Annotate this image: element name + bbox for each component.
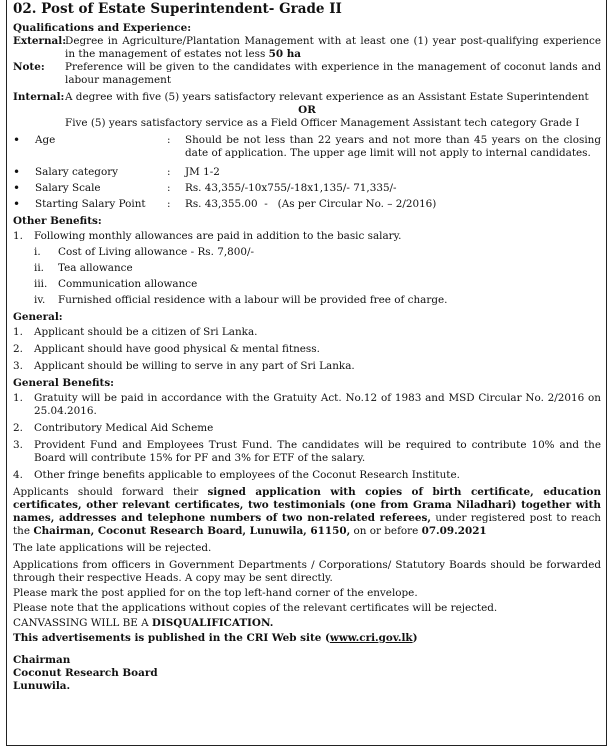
- internal-text: A degree with five (5) years satisfactory relevant experience as an Assistant Estate Superintendent: [65, 91, 589, 103]
- list-item: 3. Provident Fund and Employees Trust Fund. The candidates will be required to contribute 10% and the Board will contribute 15% for PF and 3% for ETF of the salary.: [13, 439, 601, 464]
- list-item: 4. Other fringe benefits applicable to employees of the Coconut Research Institute.: [13, 469, 460, 481]
- website-link[interactable]: www.cri.gov.lk: [329, 632, 413, 644]
- external-requirement: [13, 35, 601, 61]
- general-benefits-list: [13, 392, 601, 482]
- details-list: [13, 134, 601, 211]
- government-officers-note: Applications from officers in Government Departments / Corporations/ Statutory Boards should be forwarded through their respective Heads. A copy may be sent directly.: [13, 559, 601, 584]
- detail-starting-salary: • Starting Salary Point : Rs. 43,355.00 - (As per Circular No. – 2/2016): [13, 197, 437, 211]
- other-benefits-list: [13, 230, 601, 243]
- envelope-note: Please mark the post applied for on the top left-hand corner of the envelope.: [13, 587, 418, 599]
- qualifications-heading: Qualifications and Experience:: [13, 22, 192, 34]
- list-item: 1. Gratuity will be paid in accordance with the Gratuity Act. No.12 of 1983 and MSD Circular No. 2/2016 on 25.04.2016.: [13, 392, 601, 417]
- internal-label: Internal:: [13, 91, 65, 103]
- general-list: [13, 326, 601, 373]
- list-item: iii. Communication allowance: [34, 278, 198, 290]
- detail-salary-scale: • Salary Scale : Rs. 43,355/-10x755/-18x1,135/- 71,335/-: [13, 181, 397, 195]
- list-item: 1. Following monthly allowances are paid in addition to the basic salary.: [13, 230, 402, 242]
- signature-title: Chairman: [13, 654, 71, 666]
- signature-location: Lunuwila.: [13, 680, 71, 692]
- note-requirement: [13, 61, 601, 87]
- signature-block: [13, 654, 601, 693]
- list-item: 2. Contributory Medical Aid Scheme: [13, 422, 214, 434]
- or-separator: OR: [298, 104, 316, 116]
- list-item: ii. Tea allowance: [34, 262, 133, 274]
- note-text: Preference will be given to the candidates with experience in the management of coconut lands and labour management: [65, 61, 601, 86]
- late-applications-note: The late applications will be rejected.: [13, 542, 212, 554]
- website-note: This advertisements is published in the CRI Web site (www.cri.gov.lk): [13, 632, 418, 644]
- general-benefits-heading: General Benefits:: [13, 377, 115, 389]
- detail-age: • Age : Should be not less than 22 years and not more than 45 years on the closing date of application. The upper age limit will not apply to internal candidates.: [13, 133, 601, 159]
- job-advertisement: [13, 0, 601, 693]
- internal-requirement: [13, 91, 601, 104]
- other-benefits-heading: Other Benefits:: [13, 215, 102, 227]
- internal-alt-text: Five (5) years satisfactory service as a Field Officer Management Assistant tech category Grade I: [65, 117, 580, 129]
- external-text: Degree in Agriculture/Plantation Management with at least one (1) year post-qualifying experience in the management of estates not less 50 ha: [65, 35, 601, 60]
- note-label: Note:: [13, 61, 45, 73]
- list-item: i. Cost of Living allowance - Rs. 7,800/-: [34, 246, 254, 258]
- general-heading: General:: [13, 311, 63, 323]
- signature-organization: Coconut Research Board: [13, 667, 158, 679]
- external-label: External:: [13, 35, 67, 47]
- list-item: 3. Applicant should be willing to serve in any part of Sri Lanka.: [13, 360, 355, 372]
- allowances-list: [13, 246, 601, 307]
- canvassing-note: CANVASSING WILL BE A DISQUALIFICATION.: [13, 617, 274, 629]
- list-item: iv. Furnished official residence with a labour will be provided free of charge.: [34, 294, 448, 306]
- list-item: 1. Applicant should be a citizen of Sri Lanka.: [13, 326, 258, 338]
- application-instructions: Applicants should forward their signed application with copies of birth certificate, education certificates, other relevant certificates, two testimonials (one from Grama Niladhari) together with names, addresses and telephone numbers of two non-related referees, under registered post to reach the Chairman, Coconut Research Board, Lunuwila, 61150, on or before 07.09.2021: [13, 486, 602, 537]
- detail-salary-category: • Salary category : JM 1-2: [13, 165, 220, 179]
- certificates-note: Please note that the applications without copies of the relevant certificates will be rejected.: [13, 602, 498, 614]
- list-item: 2. Applicant should have good physical & mental fitness.: [13, 343, 320, 355]
- page-title: 02. Post of Estate Superintendent- Grade II: [13, 1, 342, 17]
